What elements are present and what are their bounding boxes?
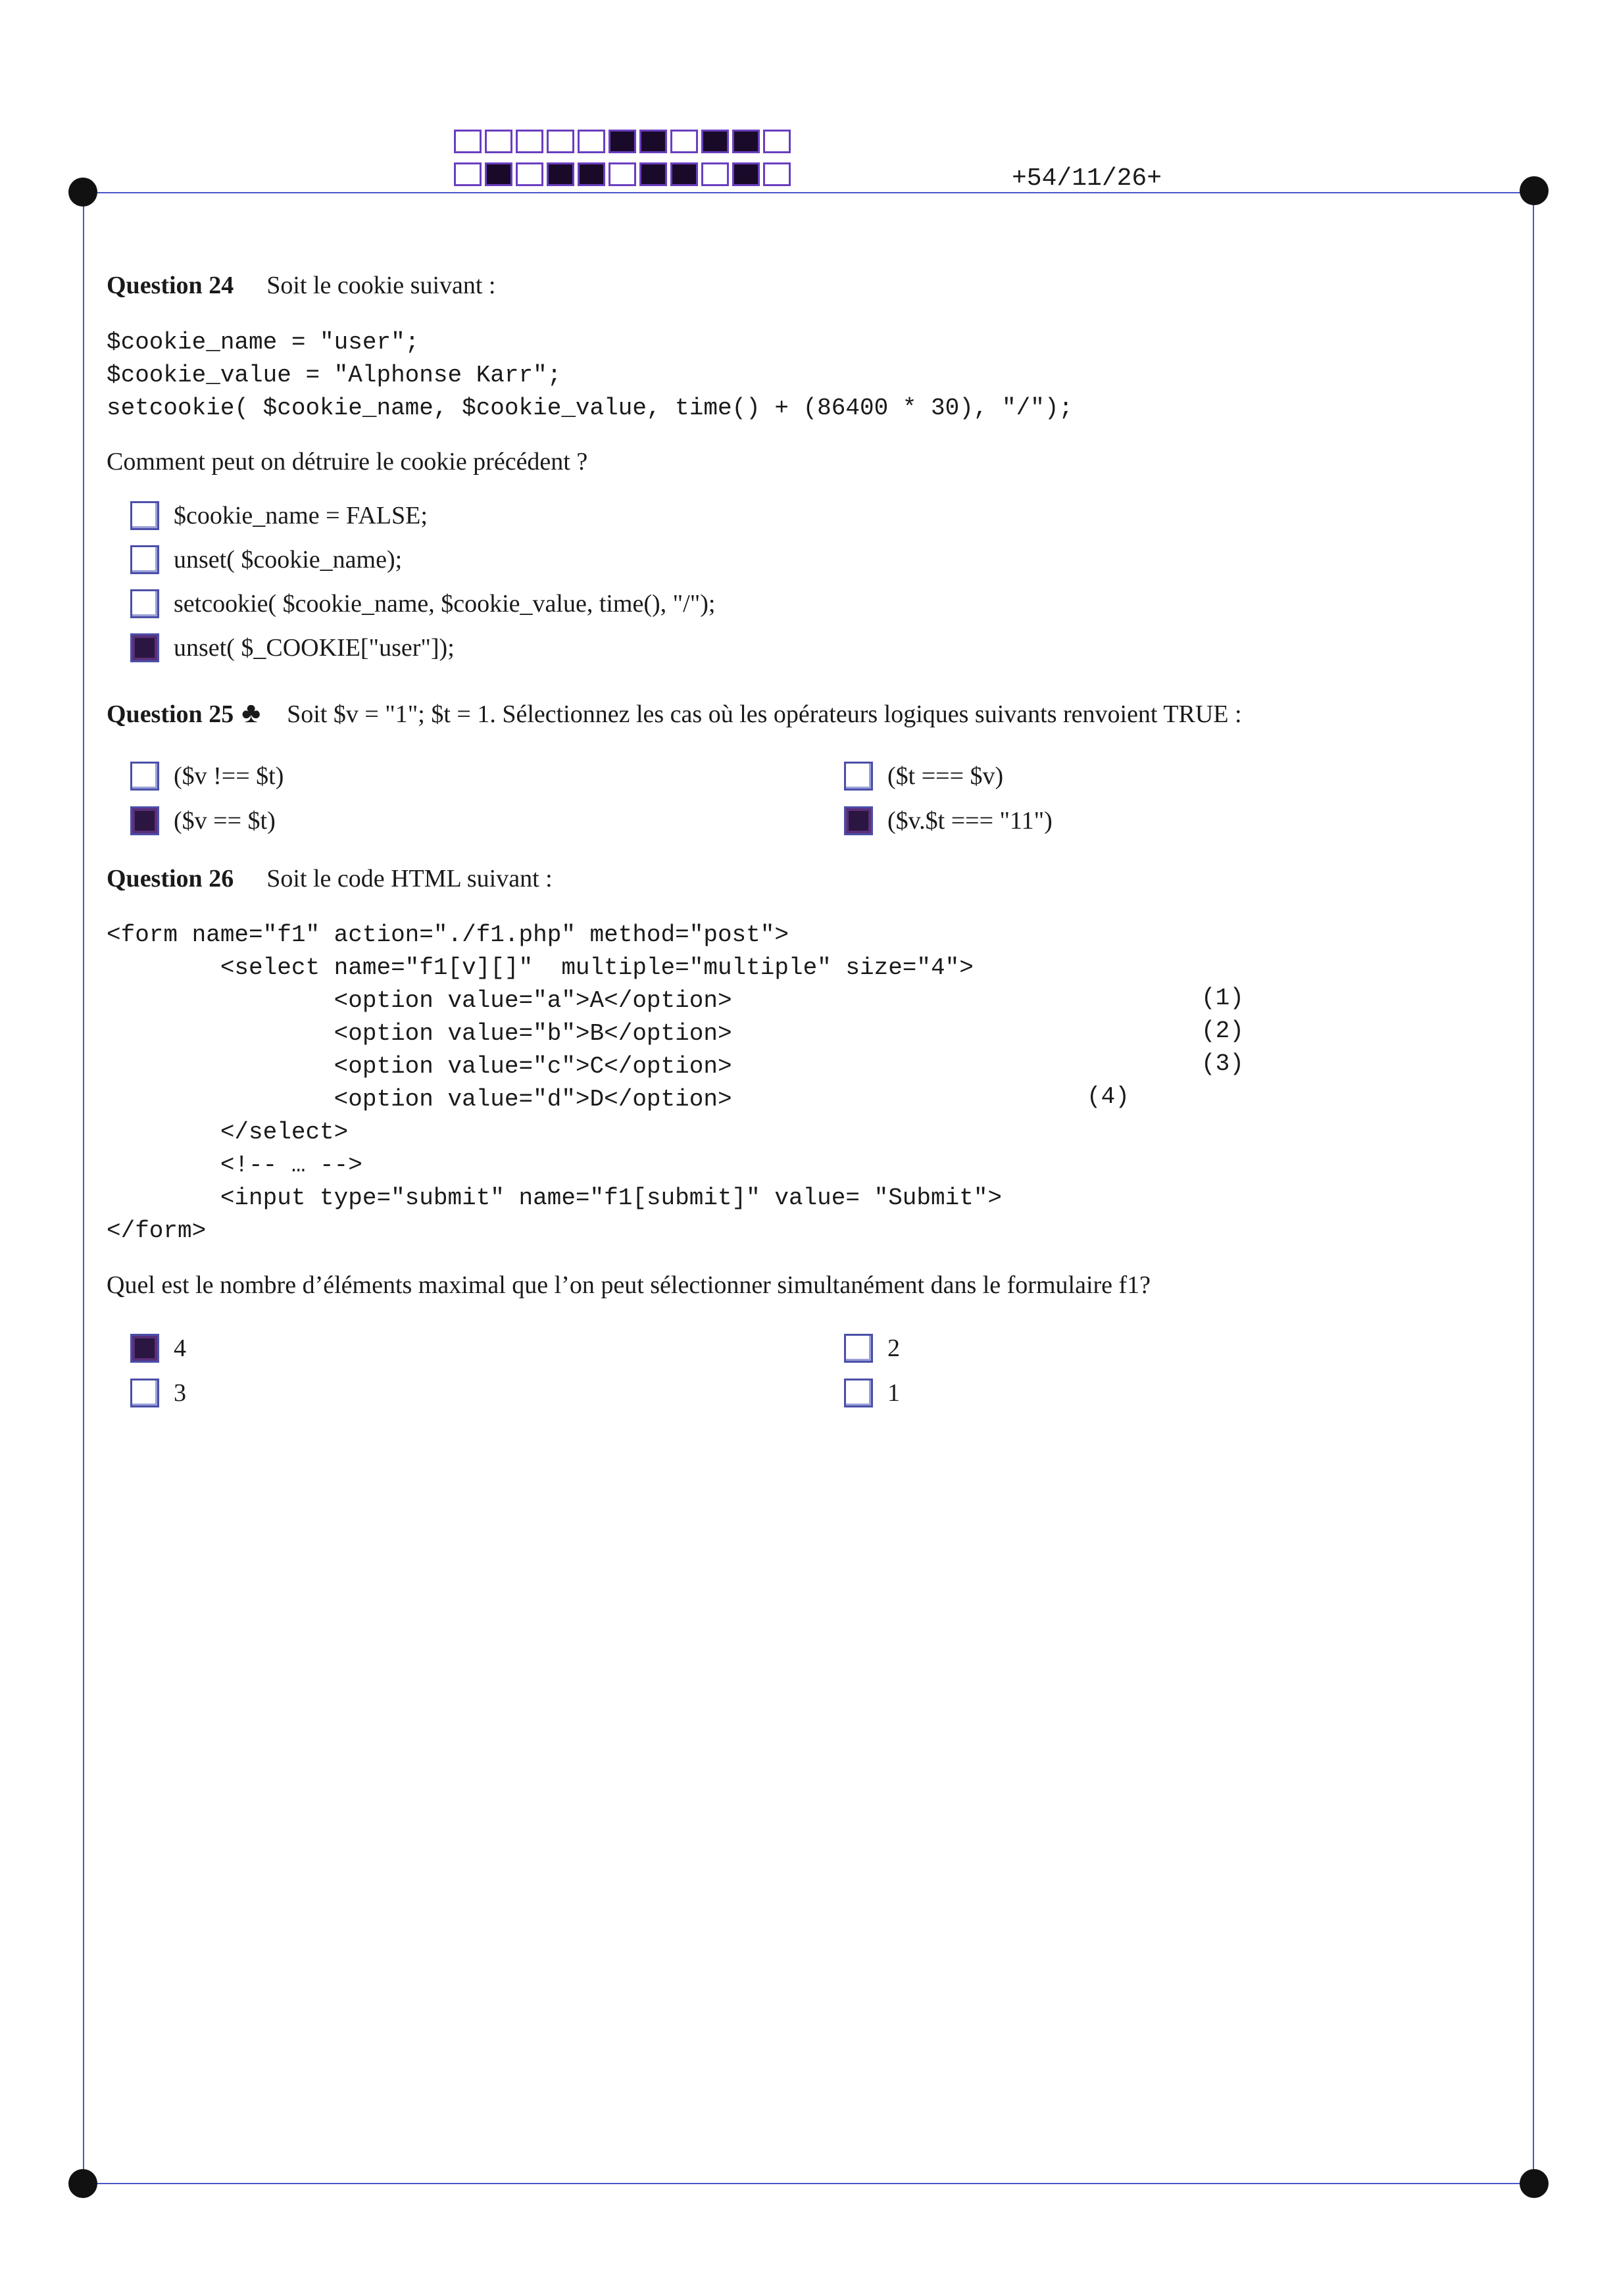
question-number: Question 24 <box>107 272 234 299</box>
checkbox-checked[interactable] <box>844 806 873 835</box>
checkbox[interactable] <box>844 1379 873 1407</box>
code-line: <option value="d">D</option> <box>107 1086 732 1113</box>
id-code-cell-empty <box>701 162 729 186</box>
code-line: <!-- … --> <box>107 1152 362 1179</box>
id-code-cell-empty <box>763 130 791 153</box>
q26-code-block <box>107 919 1002 1248</box>
id-code-row-1 <box>454 130 794 153</box>
question-text: Soit $v = "1"; $t = 1. Sélectionnez les cas où les opérateurs logiques suivants renvoient TRUE : <box>287 700 1242 728</box>
code-marker-3: (3) <box>1201 1050 1244 1077</box>
q25-option-2[interactable] <box>844 762 1003 791</box>
checkbox[interactable] <box>130 762 159 791</box>
corner-mark-bottom-right <box>1520 2169 1549 2198</box>
checkbox-checked[interactable] <box>130 633 159 662</box>
code-line: $cookie_value = "Alphonse Karr"; <box>107 362 562 389</box>
code-line: setcookie( $cookie_name, $cookie_value, time() + (86400 * 30), "/"); <box>107 395 1074 422</box>
checkbox[interactable] <box>130 589 159 618</box>
q24-prompt: Comment peut on détruire le cookie précédent ? <box>107 448 588 476</box>
id-code-cell-filled <box>670 162 698 186</box>
option-label: 1 <box>887 1379 900 1407</box>
option-label: 3 <box>174 1379 186 1407</box>
id-code-cell-filled <box>485 162 512 186</box>
id-code-cell-filled <box>639 162 667 186</box>
q25-option-1[interactable] <box>130 762 284 791</box>
id-code-cell-empty <box>485 130 512 153</box>
option-label: setcookie( $cookie_name, $cookie_value, time(), "/"); <box>174 590 716 618</box>
code-line: <option value="c">C</option> <box>107 1053 732 1080</box>
code-line: <select name="f1[v][]" multiple="multiple" size="4"> <box>107 954 974 981</box>
checkbox-checked[interactable] <box>130 1334 159 1363</box>
option-label: unset( $_COOKIE["user"]); <box>174 634 455 662</box>
code-line: </select> <box>107 1119 349 1146</box>
code-marker-1: (1) <box>1201 985 1244 1012</box>
checkbox[interactable] <box>130 501 159 530</box>
id-code-cell-filled <box>732 162 760 186</box>
id-code-cell-filled <box>547 162 574 186</box>
checkbox[interactable] <box>130 1379 159 1407</box>
question-number: Question 25 <box>107 700 234 728</box>
q24-option-1[interactable] <box>130 501 428 530</box>
id-code-cell-empty <box>609 162 636 186</box>
option-label: ($t === $v) <box>887 762 1004 790</box>
code-line: <option value="b">B</option> <box>107 1020 732 1047</box>
checkbox[interactable] <box>130 545 159 574</box>
id-code-cell-filled <box>578 162 605 186</box>
option-label: ($v !== $t) <box>174 762 284 790</box>
q24-option-2[interactable] <box>130 545 402 574</box>
id-code-cell-filled <box>701 130 729 153</box>
q25-option-4[interactable] <box>844 806 1053 835</box>
id-code-row-2 <box>454 162 794 186</box>
id-code-cell-empty <box>454 162 482 186</box>
id-code-cell-empty <box>763 162 791 186</box>
q26-option-1[interactable] <box>130 1334 186 1363</box>
multiple-answer-club-icon: ♣ <box>241 696 261 729</box>
corner-mark-top-right <box>1520 176 1549 205</box>
q25-option-3[interactable] <box>130 806 276 835</box>
q26-prompt: Quel est le nombre d’éléments maximal que l’on peut sélectionner simultanément dans le formulaire f1? <box>107 1271 1151 1299</box>
q26-option-4[interactable] <box>844 1379 900 1407</box>
code-marker-4: (4) <box>1087 1083 1130 1110</box>
option-label: 4 <box>174 1334 186 1362</box>
q24-code-block <box>107 326 1073 425</box>
q24-option-4[interactable] <box>130 633 455 662</box>
page-id: +54/11/26+ <box>1012 164 1162 193</box>
id-code-cell-empty <box>547 130 574 153</box>
code-line: <input type="submit" name="f1[submit]" value= "Submit"> <box>107 1185 1003 1211</box>
option-label: ($v == $t) <box>174 807 276 835</box>
q26-option-3[interactable] <box>130 1379 186 1407</box>
option-label: $cookie_name = FALSE; <box>174 502 428 529</box>
code-line: $cookie_name = "user"; <box>107 329 420 356</box>
option-label: ($v.$t === "11") <box>887 807 1053 835</box>
id-code-cell-empty <box>516 130 543 153</box>
id-code-cell-empty <box>670 130 698 153</box>
id-code-cell-empty <box>454 130 482 153</box>
q24-option-3[interactable] <box>130 589 715 618</box>
question-number: Question 26 <box>107 865 234 892</box>
checkbox[interactable] <box>844 762 873 791</box>
id-code-cell-empty <box>516 162 543 186</box>
corner-mark-bottom-left <box>68 2169 97 2198</box>
id-code-cell-filled <box>639 130 667 153</box>
option-label: unset( $cookie_name); <box>174 546 403 574</box>
option-label: 2 <box>887 1334 900 1362</box>
id-code-cell-filled <box>609 130 636 153</box>
question-text: Soit le code HTML suivant : <box>266 865 553 892</box>
question-26-heading <box>107 864 553 893</box>
question-24-heading <box>107 271 496 300</box>
id-code-cell-filled <box>732 130 760 153</box>
checkbox[interactable] <box>844 1334 873 1363</box>
corner-mark-top-left <box>68 178 97 207</box>
code-line: <form name="f1" action="./f1.php" method="post"> <box>107 921 789 948</box>
question-25-heading <box>107 696 1242 729</box>
code-line: <option value="a">A</option> <box>107 987 732 1014</box>
id-code-cell-empty <box>578 130 605 153</box>
question-text: Soit le cookie suivant : <box>266 272 496 299</box>
q26-option-2[interactable] <box>844 1334 900 1363</box>
checkbox-checked[interactable] <box>130 806 159 835</box>
code-marker-2: (2) <box>1201 1017 1244 1044</box>
code-line: </form> <box>107 1217 207 1244</box>
